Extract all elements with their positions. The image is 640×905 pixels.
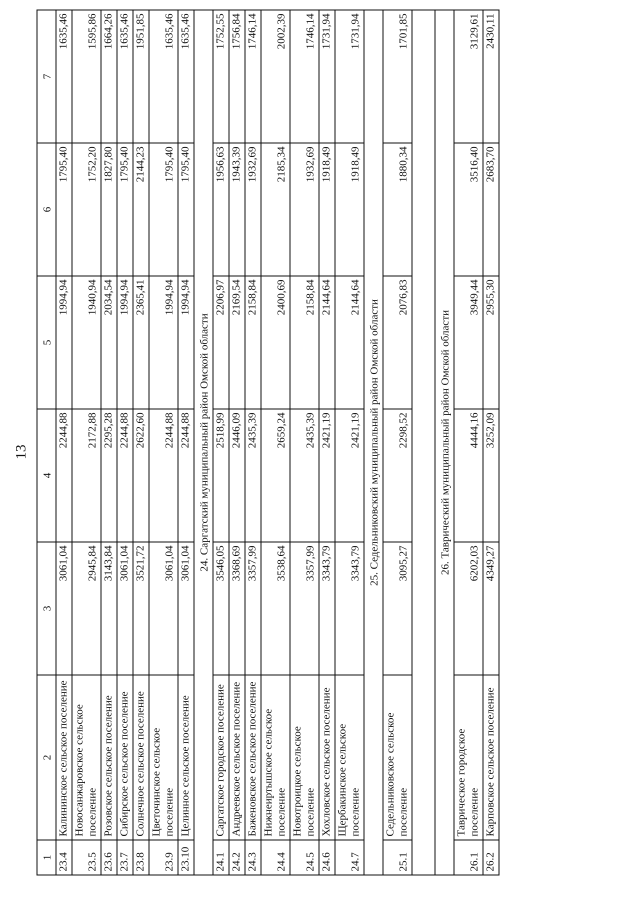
- row-number-cell: 23.8: [133, 840, 149, 875]
- settlement-name-cell: Щербакинское сельское поселение: [335, 675, 364, 840]
- value-cell: 3343,79: [319, 542, 335, 675]
- value-cell: 2365,41: [133, 276, 149, 409]
- settlement-name-cell: Баженовское сельское поселение: [245, 675, 261, 840]
- settlement-name-cell: Целинное сельское поселение: [178, 675, 194, 840]
- tariff-table: [37, 10, 500, 876]
- column-number-header-row: [37, 10, 56, 875]
- value-cell: 1943,39: [229, 143, 245, 276]
- row-number-cell: 26.2: [483, 840, 499, 875]
- row-number-cell: 24.2: [229, 840, 245, 875]
- value-cell: 2421,19: [319, 409, 335, 542]
- table-row: [72, 10, 101, 875]
- value-cell: 2945,84: [72, 542, 101, 675]
- table-row: [335, 10, 364, 875]
- section-header-row: [194, 10, 213, 875]
- row-number-cell: 23.9: [149, 840, 178, 875]
- settlement-name-cell: Карповское сельское поселение: [483, 675, 499, 840]
- value-cell: 1994,94: [178, 276, 194, 409]
- value-cell: 2435,39: [245, 409, 261, 542]
- value-cell: 3949,44: [454, 276, 483, 409]
- value-cell: 1994,94: [117, 276, 133, 409]
- value-cell: 2400,69: [261, 276, 290, 409]
- value-cell: 1635,46: [178, 10, 194, 143]
- row-number-cell: 23.10: [178, 840, 194, 875]
- value-cell: 1635,46: [56, 10, 72, 143]
- value-cell: 4349,27: [483, 542, 499, 675]
- value-cell: 3546,05: [213, 542, 229, 675]
- value-cell: 2421,19: [335, 409, 364, 542]
- settlement-name-cell: Солнечное сельское поселение: [133, 675, 149, 840]
- value-cell: 6202,03: [454, 542, 483, 675]
- row-number-cell: 26.1: [454, 840, 483, 875]
- value-cell: 3357,99: [245, 542, 261, 675]
- row-number-cell: 23.6: [101, 840, 117, 875]
- value-cell: 1701,85: [383, 10, 412, 143]
- column-number-header: 4: [37, 409, 56, 542]
- value-cell: 2955,30: [483, 276, 499, 409]
- value-cell: 4444,16: [454, 409, 483, 542]
- value-cell: 1635,46: [117, 10, 133, 143]
- value-cell: 1994,94: [56, 276, 72, 409]
- table-row: [229, 10, 245, 875]
- settlement-name-cell: Новосанжаровское сельское поселение: [72, 675, 101, 840]
- column-number-header: 2: [37, 675, 56, 840]
- table-row: [319, 10, 335, 875]
- value-cell: 3521,72: [133, 542, 149, 675]
- value-cell: 1731,94: [335, 10, 364, 143]
- value-cell: 2206,97: [213, 276, 229, 409]
- settlement-name-cell: Хохловское сельское поселение: [319, 675, 335, 840]
- value-cell: 2002,39: [261, 10, 290, 143]
- value-cell: 3061,04: [117, 542, 133, 675]
- section-header-row: [364, 10, 383, 875]
- table-row: [245, 10, 261, 875]
- value-cell: 1752,20: [72, 143, 101, 276]
- value-cell: 2244,88: [149, 409, 178, 542]
- value-cell: 2144,64: [319, 276, 335, 409]
- value-cell: 3061,04: [178, 542, 194, 675]
- value-cell: 3343,79: [335, 542, 364, 675]
- table-row: [117, 10, 133, 875]
- value-cell: 2144,64: [335, 276, 364, 409]
- column-number-header: 6: [37, 143, 56, 276]
- row-number-cell: 23.7: [117, 840, 133, 875]
- value-cell: 3252,09: [483, 409, 499, 542]
- table-row: [56, 10, 72, 875]
- value-cell: 2244,88: [178, 409, 194, 542]
- value-cell: 1940,94: [72, 276, 101, 409]
- value-cell: 1664,26: [101, 10, 117, 143]
- value-cell: 3061,04: [149, 542, 178, 675]
- value-cell: 2659,24: [261, 409, 290, 542]
- value-cell: 3357,99: [290, 542, 319, 675]
- value-cell: 1827,80: [101, 143, 117, 276]
- value-cell: 1746,14: [290, 10, 319, 143]
- value-cell: 3095,27: [383, 542, 412, 675]
- value-cell: 1746,14: [245, 10, 261, 143]
- value-cell: 2158,84: [245, 276, 261, 409]
- value-cell: 3538,64: [261, 542, 290, 675]
- value-cell: 2244,88: [56, 409, 72, 542]
- value-cell: 1932,69: [245, 143, 261, 276]
- settlement-name-cell: Саргатское городское поселение: [213, 675, 229, 840]
- column-number-header: 7: [37, 10, 56, 143]
- value-cell: 2518,99: [213, 409, 229, 542]
- row-number-cell: 24.7: [335, 840, 364, 875]
- value-cell: 1918,49: [319, 143, 335, 276]
- value-cell: 2144,23: [133, 143, 149, 276]
- value-cell: 3368,69: [229, 542, 245, 675]
- tariff-table-container: [37, 11, 587, 876]
- value-cell: 2298,52: [383, 409, 412, 542]
- value-cell: 1932,69: [290, 143, 319, 276]
- settlement-name-cell: Цветочинское сельское поселение: [149, 675, 178, 840]
- value-cell: 1795,40: [56, 143, 72, 276]
- value-cell: 2446,09: [229, 409, 245, 542]
- column-number-header: 5: [37, 276, 56, 409]
- row-number-cell: 23.5: [72, 840, 101, 875]
- column-number-header: 3: [37, 542, 56, 675]
- table-body: [56, 10, 499, 875]
- value-cell: 2430,11: [483, 10, 499, 143]
- row-number-cell: 24.4: [261, 840, 290, 875]
- value-cell: 2622,60: [133, 409, 149, 542]
- value-cell: 2683,70: [483, 143, 499, 276]
- value-cell: 1795,40: [117, 143, 133, 276]
- value-cell: 3061,04: [56, 542, 72, 675]
- value-cell: 1795,40: [178, 143, 194, 276]
- page-number: 13: [13, 444, 30, 460]
- row-number-cell: 24.5: [290, 840, 319, 875]
- table-row: [178, 10, 194, 875]
- value-cell: 1752,55: [213, 10, 229, 143]
- table-row: [483, 10, 499, 875]
- value-cell: 1731,94: [319, 10, 335, 143]
- settlement-name-cell: Андреевское сельское поселение: [229, 675, 245, 840]
- row-number-cell: 24.6: [319, 840, 335, 875]
- table-row: [290, 10, 319, 875]
- row-number-cell: 24.1: [213, 840, 229, 875]
- settlement-name-cell: Калининское сельское поселение: [56, 675, 72, 840]
- value-cell: 1880,34: [383, 143, 412, 276]
- column-number-header: 1: [37, 840, 56, 875]
- settlement-name-cell: Сибирское сельское поселение: [117, 675, 133, 840]
- value-cell: 2172,88: [72, 409, 101, 542]
- table-row: [454, 10, 483, 875]
- value-cell: 2185,34: [261, 143, 290, 276]
- value-cell: 1635,46: [149, 10, 178, 143]
- value-cell: 2435,39: [290, 409, 319, 542]
- value-cell: 1956,63: [213, 143, 229, 276]
- value-cell: 2169,54: [229, 276, 245, 409]
- value-cell: 1994,94: [149, 276, 178, 409]
- value-cell: 1918,49: [335, 143, 364, 276]
- settlement-name-cell: Таврическое городское поселение: [454, 675, 483, 840]
- value-cell: 2244,88: [117, 409, 133, 542]
- value-cell: 1756,84: [229, 10, 245, 143]
- row-number-cell: 24.3: [245, 840, 261, 875]
- settlement-name-cell: Седельниковское сельское поселение: [383, 675, 412, 840]
- value-cell: 3516,40: [454, 143, 483, 276]
- section-title: 24. Саргатский муниципальный район Омской области: [194, 10, 213, 875]
- value-cell: 3143,84: [101, 542, 117, 675]
- value-cell: 1595,86: [72, 10, 101, 143]
- row-number-cell: 25.1: [383, 840, 412, 875]
- settlement-name-cell: Новотроицкое сельское поселение: [290, 675, 319, 840]
- row-number-cell: 23.4: [56, 840, 72, 875]
- table-row: [383, 10, 412, 875]
- settlement-name-cell: Розовское сельское поселение: [101, 675, 117, 840]
- table-row: [213, 10, 229, 875]
- table-row: [133, 10, 149, 875]
- spacer-cell: [412, 10, 435, 875]
- section-header-row: [435, 10, 454, 875]
- table-row: [101, 10, 117, 875]
- value-cell: 2295,28: [101, 409, 117, 542]
- table-row: [261, 10, 290, 875]
- value-cell: 2034,54: [101, 276, 117, 409]
- value-cell: 1795,40: [149, 143, 178, 276]
- value-cell: 2158,84: [290, 276, 319, 409]
- settlement-name-cell: Нижнеиртышское сельское поселение: [261, 675, 290, 840]
- value-cell: 3129,61: [454, 10, 483, 143]
- table-row: [149, 10, 178, 875]
- section-title: 26. Таврический муниципальный район Омской области: [435, 10, 454, 875]
- value-cell: 1951,85: [133, 10, 149, 143]
- section-title: 25. Седельниковский муниципальный район Омской области: [364, 10, 383, 875]
- spacer-row: [412, 10, 435, 875]
- value-cell: 2076,83: [383, 276, 412, 409]
